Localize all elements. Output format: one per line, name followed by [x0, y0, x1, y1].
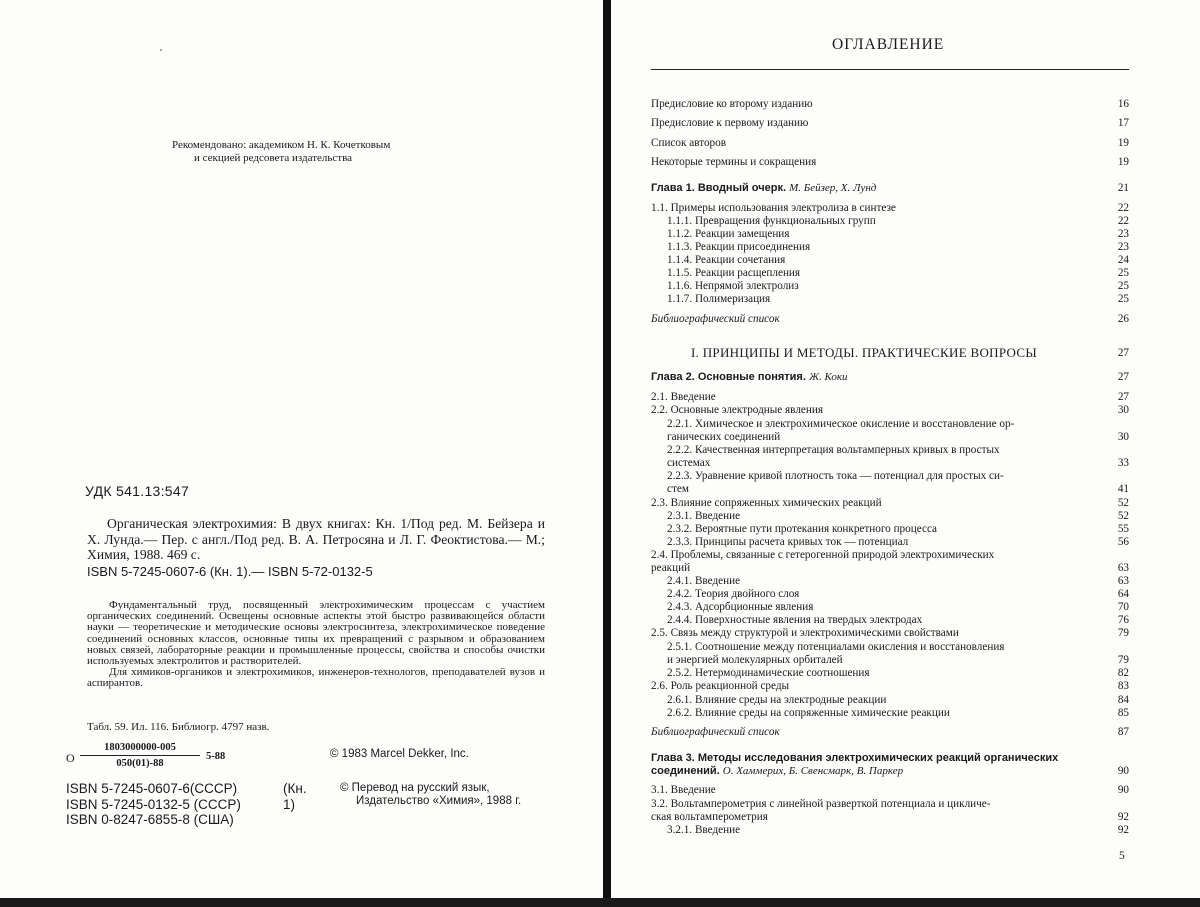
- toc-entry-text: 2.3.3. Принципы расчета кривых ток — потенциал: [667, 536, 909, 548]
- toc-entry-title: [651, 137, 726, 149]
- toc-entry-text: реакций: [651, 562, 691, 574]
- toc-entry-title: [667, 824, 740, 836]
- toc-entry-text: 2.5. Связь между структурой и электрохимическими свойствами: [651, 627, 959, 639]
- toc-entry-text: 2.4.2. Теория двойного слоя: [667, 588, 800, 600]
- toc-entry-text: и энергией молекулярных орбиталей: [667, 654, 843, 666]
- toc-entry-page: 52: [1117, 510, 1129, 522]
- toc-title: ОГЛАВЛЕНИЕ: [832, 36, 945, 53]
- toc-entry-text: 2.4.4. Поверхностные явления на твердых электродах: [667, 614, 923, 626]
- toc-entry-authors: Ж. Коки: [808, 371, 848, 383]
- toc-entry-page: 84: [1117, 694, 1129, 706]
- toc-entry-text: Библиографический список: [651, 726, 780, 738]
- toc-entry-page: 92: [1117, 811, 1129, 823]
- code-prefix: О: [66, 751, 75, 765]
- toc-entry-title: [651, 726, 780, 738]
- toc-entry-page: 19: [1117, 137, 1129, 149]
- toc-entry-text: 2.4.3. Адсорбционные явления: [667, 601, 814, 613]
- toc-entry-title: [651, 313, 780, 325]
- toc-entry-page: 27: [1117, 391, 1129, 403]
- toc-entry-title: [667, 667, 870, 679]
- annotation-paragraph: Фундаментальный труд, посвященный электрохимическим процессам с участием органических соединений. Освещены основные аспекты этой быстро развивающейся области науки — теоретические и методические основы электросинтеза, электрохимическое поведение соединений основных классов, основные типы их превращений с разрывом и образованием новых связей, лабораторные реакции и промышленные процессы, свойства и способы очистки используемых электролитов и растворителей.: [87, 599, 545, 668]
- toc-entry-title: [667, 444, 1000, 456]
- toc-entry-page: 85: [1117, 707, 1129, 719]
- toc-entry-title: [667, 483, 689, 495]
- scan-edge: [0, 898, 1200, 907]
- publisher-code: [66, 742, 266, 772]
- toc-entry-text: 2.2.2. Качественная интерпретация вольтамперных кривых в простых: [667, 444, 1000, 456]
- toc-entry-title: [651, 404, 823, 416]
- toc-entry-page: 19: [1117, 156, 1129, 168]
- biblio-text: Органическая электрохимия: В двух книгах: Кн. 1/Под ред. М. Бейзера и Х. Лунда.— Пер. с англ./Под ред. В. А. Петросяна и Л. Г. Феоктистова.— М.; Химия, 1988. 469 с.: [87, 516, 545, 562]
- copyright-translation: [340, 782, 521, 807]
- toc-entry-text: Глава 1. Вводный очерк.: [651, 182, 787, 194]
- toc-entry-text: 2.3.1. Введение: [667, 510, 741, 522]
- toc-entry-page: 27: [1117, 371, 1129, 383]
- toc-entry-page: 56: [1117, 536, 1129, 548]
- toc-entry-page: 25: [1117, 280, 1129, 292]
- toc-entry-title: [651, 156, 816, 168]
- toc-entry-title: [667, 614, 922, 626]
- recommendation-note: [172, 139, 472, 165]
- toc-entry-text: соединений.: [651, 765, 720, 777]
- toc-entry-title: [667, 418, 1014, 430]
- toc-entry-text: Глава 2. Основные понятия.: [651, 371, 806, 383]
- toc-entry-title: [667, 523, 937, 535]
- toc-entry-text: 2.3.2. Вероятные пути протекания конкретного процесса: [667, 523, 938, 535]
- toc-entry-page: 90: [1117, 784, 1129, 796]
- annotation-paragraph: Для химиков-органиков и электрохимиков, инженеров-технологов, преподавателей вузов и аспирантов.: [87, 666, 545, 690]
- toc-entry-title: [651, 627, 959, 639]
- toc-entry-title: [651, 391, 716, 403]
- code-numerator: 1803000000-005: [80, 742, 200, 756]
- tables-figures-count: Табл. 59. Ил. 116. Библиогр. 4797 назв.: [87, 721, 270, 733]
- toc-entry-title: [667, 654, 843, 666]
- toc-entry-text: 1.1.4. Реакции сочетания: [667, 254, 786, 266]
- toc-entry-title: [651, 784, 716, 796]
- toc-entry-title: [667, 215, 876, 227]
- toc-entry-text: 1.1.3. Реакции присоединения: [667, 241, 811, 253]
- copyright-line: © Перевод на русский язык,: [340, 782, 490, 794]
- recommendation-line: и секцией редсовета издательства: [194, 152, 353, 164]
- code-fraction: [80, 742, 200, 769]
- toc-entry-page: 70: [1117, 601, 1129, 613]
- toc-entry-text: 2.1. Введение: [651, 391, 716, 403]
- toc-entry-title: [651, 798, 990, 810]
- code-suffix: 5-88: [206, 751, 226, 762]
- toc-entry-title: [651, 117, 808, 129]
- toc-entry-text: 1.1.6. Непрямой электролиз: [667, 280, 799, 292]
- toc-entry-title: [651, 680, 789, 692]
- toc-entry-text: 2.2.1. Химическое и электрохимическое окисление и восстановление ор-: [667, 418, 1015, 430]
- toc-entry-text: системах: [667, 457, 711, 469]
- toc-entry-page: 25: [1117, 267, 1129, 279]
- title-rule: [651, 69, 1129, 70]
- toc-entry-page: 63: [1117, 575, 1129, 587]
- toc-entry-page: 30: [1117, 404, 1129, 416]
- toc-entry-title: [651, 752, 1058, 764]
- toc-entry-authors: М. Бейзер, Х. Лунд: [789, 182, 877, 194]
- toc-entry-page: 24: [1117, 254, 1129, 266]
- toc-entry-text: стем: [667, 483, 689, 495]
- toc-entry-page: 63: [1117, 562, 1129, 574]
- toc-entry-title: [667, 575, 740, 587]
- toc-entry-text: Глава 3. Методы исследования электрохимических реакций органических: [651, 752, 1059, 764]
- biblio-isbn: ISBN 5-7245-0607-6 (Кн. 1).— ISBN 5-72-0132-5: [87, 563, 373, 579]
- toc-entry-title: [651, 202, 896, 214]
- toc-entry-page: 22: [1117, 215, 1129, 227]
- toc-entry-title: [651, 371, 848, 383]
- toc-entry-page: 30: [1117, 431, 1129, 443]
- toc-entry-page: 55: [1117, 523, 1129, 535]
- toc-entry-title: [651, 811, 768, 823]
- isbn-line: ISBN 5-7245-0132-5 (СССР): [66, 796, 241, 812]
- toc-entry-title: [651, 182, 876, 194]
- toc-entry-title: [667, 470, 1004, 482]
- toc-entry-title: [667, 694, 886, 706]
- toc-entry-title: [667, 293, 770, 305]
- toc-entry-text: 2.3. Влияние сопряженных химических реакций: [651, 497, 882, 509]
- toc-entry-page: 23: [1117, 241, 1129, 253]
- toc-entry-page: 25: [1117, 293, 1129, 305]
- udk-code: УДК 541.13:547: [85, 483, 190, 499]
- code-denominator: 050(01)-88: [116, 758, 164, 769]
- book-gutter: [603, 0, 611, 907]
- toc-entry-page: 17: [1117, 117, 1129, 129]
- toc-entry-text: ская вольтамперометрия: [651, 811, 768, 823]
- toc-entry-text: 2.2. Основные электродные явления: [651, 404, 823, 416]
- toc-entry-title: [667, 280, 799, 292]
- toc-entry-page: 90: [1117, 765, 1129, 777]
- toc-entry-text: Предисловие к первому изданию: [651, 117, 809, 129]
- toc-entry-title: [667, 254, 785, 266]
- toc-entry-title: [667, 601, 813, 613]
- toc-entry-text: Некоторые термины и сокращения: [651, 156, 817, 168]
- toc-entry-title: [667, 588, 799, 600]
- toc-entry-page: 26: [1117, 313, 1129, 325]
- toc-entry-text: 2.6.2. Влияние среды на сопряженные химические реакции: [667, 707, 950, 719]
- bibliographic-description: [87, 516, 545, 579]
- toc-entry-title: [667, 431, 780, 443]
- isbn-line: ISBN 0-8247-6855-8 (США): [66, 812, 234, 827]
- recommendation-line: Рекомендовано: академиком Н. К. Кочетковым: [172, 139, 391, 151]
- speck: [160, 49, 162, 51]
- toc-entry-text: 1.1.1. Превращения функциональных групп: [667, 215, 876, 227]
- toc-entry-text: 3.2.1. Введение: [667, 824, 741, 836]
- toc-entry-page: 64: [1117, 588, 1129, 600]
- part-title: I. ПРИНЦИПЫ И МЕТОДЫ. ПРАКТИЧЕСКИЕ ВОПРОСЫ: [691, 345, 1037, 360]
- toc-entry-title: [651, 497, 882, 509]
- page-number: 5: [1119, 850, 1125, 862]
- toc-entry-title: [651, 765, 903, 777]
- toc-entry-page: 16: [1117, 98, 1129, 110]
- toc-entry-title: [667, 228, 789, 240]
- toc-entry-page: 22: [1117, 202, 1129, 214]
- toc-entry-text: 2.4.1. Введение: [667, 575, 741, 587]
- toc-entry-text: Список авторов: [651, 137, 727, 149]
- toc-entry-text: 2.2.3. Уравнение кривой плотность тока — потенциал для простых си-: [667, 470, 1004, 482]
- toc-entry-text: 2.5.1. Соотношение между потенциалами окисления и восстановления: [667, 641, 1005, 653]
- copyright-line: Издательство «Химия», 1988 г.: [356, 794, 522, 807]
- toc-entry-page: 82: [1117, 667, 1129, 679]
- toc-entry-title: [667, 641, 1004, 653]
- toc-entry-text: 1.1.5. Реакции расщепления: [667, 267, 801, 279]
- toc-entry-text: 1.1.7. Полимеризация: [667, 293, 771, 305]
- toc-entry-title: [667, 510, 740, 522]
- toc-entry-title: [651, 562, 690, 574]
- copyright-original: © 1983 Marcel Dekker, Inc.: [330, 748, 469, 760]
- toc-entry-page: 79: [1117, 627, 1129, 639]
- toc-entry-page: 79: [1117, 654, 1129, 666]
- toc-entry-text: 2.6.1. Влияние среды на электродные реакции: [667, 694, 887, 706]
- toc-entry-text: Библиографический список: [651, 313, 780, 325]
- toc-entry-title: [651, 549, 994, 561]
- toc-entry-page: 92: [1117, 824, 1129, 836]
- toc-entry-page: 33: [1117, 457, 1129, 469]
- toc-entry-text: ганических соединений: [667, 431, 781, 443]
- toc-entry-title: [667, 707, 950, 719]
- isbn-list: [66, 781, 307, 828]
- isbn-volume: (Кн. 1): [283, 781, 307, 812]
- toc-entry-page: 23: [1117, 228, 1129, 240]
- toc-entry-title: [667, 457, 710, 469]
- toc-entry-title: [667, 267, 800, 279]
- toc-entry-text: 2.4. Проблемы, связанные с гетерогенной природой электрохимических: [651, 549, 995, 561]
- toc-entry-page: 41: [1117, 483, 1129, 495]
- part-page-number: 27: [1117, 347, 1129, 359]
- toc-entry-page: 87: [1117, 726, 1129, 738]
- toc-entry-text: 3.2. Вольтамперометрия с линейной разверткой потенциала и цикличе-: [651, 798, 991, 810]
- toc-entry-text: 1.1.2. Реакции замещения: [667, 228, 790, 240]
- toc-entry-title: [667, 241, 810, 253]
- toc-entry-page: 83: [1117, 680, 1129, 692]
- toc-entry-page: 76: [1117, 614, 1129, 626]
- toc-entry-page: 52: [1117, 497, 1129, 509]
- isbn-line: ISBN 5-7245-0607-6(СССР): [66, 781, 238, 796]
- toc-entry-title: [651, 98, 813, 110]
- annotation: [87, 600, 545, 690]
- toc-entry-title: [667, 536, 908, 548]
- toc-entry-page: 21: [1117, 182, 1129, 194]
- toc-entry-text: 3.1. Введение: [651, 784, 716, 796]
- right-page: [611, 0, 1200, 907]
- toc-entry-text: 1.1. Примеры использования электролиза в синтезе: [651, 202, 896, 214]
- toc-entry-authors: О. Хаммерих, Б. Свенсмарк, В. Паркер: [722, 765, 904, 777]
- toc-entry-text: Предисловие ко второму изданию: [651, 98, 813, 110]
- toc-entry-text: 2.6. Роль реакционной среды: [651, 680, 790, 692]
- toc-entry-text: 2.5.2. Нетермодинамические соотношения: [667, 667, 870, 679]
